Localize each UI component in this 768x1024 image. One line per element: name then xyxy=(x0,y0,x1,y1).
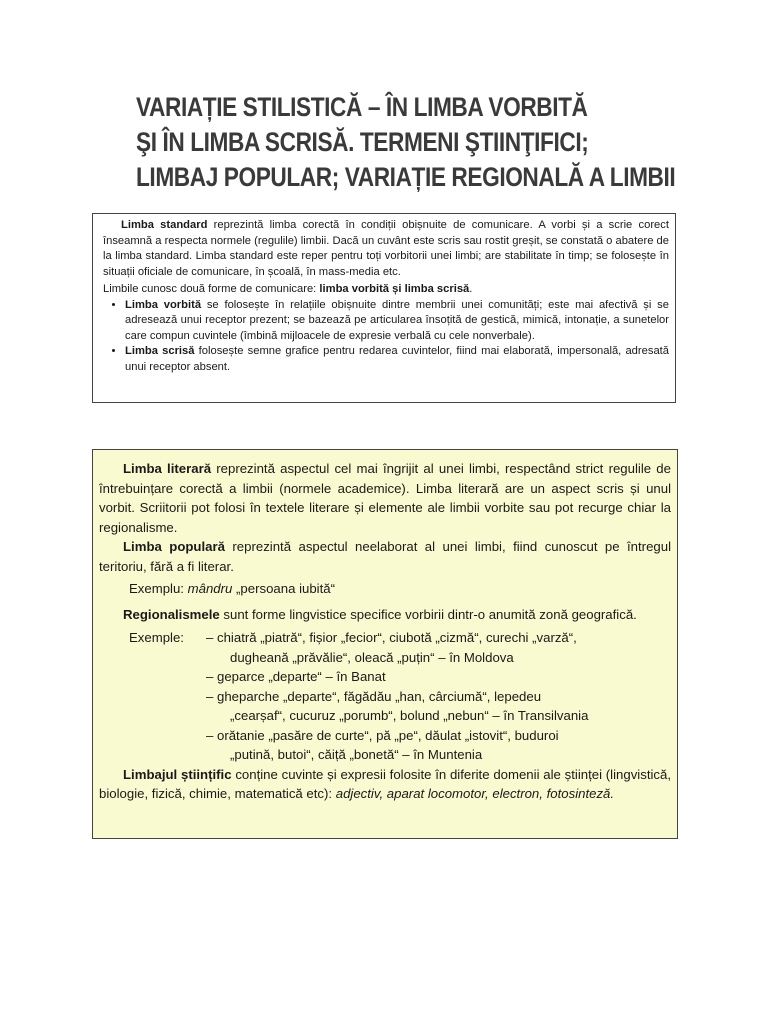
title-line-1: VARIAȚIE STILISTICĂ – ÎN LIMBA VORBITĂ xyxy=(136,92,588,122)
literary-language-box xyxy=(92,449,678,839)
list-item-spoken xyxy=(125,298,669,345)
examples-label: Exemple: xyxy=(129,630,184,645)
term-limbaj-stiintific: Limbajul științific xyxy=(123,766,232,782)
literary-text: reprezintă aspectul cel mai îngrijit al unei limbi, respectând strict regulile de întrebuințare corectă a limbii (normele academice). Limba literară are un aspect scris și unul vorbit. Scriitorii pot folosi în textele literare și elemente ale limbii vorbite sau pot recurge chiar la regionalisme. xyxy=(99,461,671,535)
popular-example xyxy=(99,579,671,599)
example-moldova-1: – chiatră „piatră“, fișior „fecior“, ciubotă „cizmă“, curechi „varză“, xyxy=(206,630,577,645)
example-moldova-2: dugheană „prăvălie“, oleacă „puțin“ – în Moldova xyxy=(230,649,514,665)
standard-text: reprezintă limba corectă în condiții obișnuite de comunicare. A vorbi și a scrie corect înseamnă a respecta normele (regulile) limbii. Dacă un cuvânt este scris sau rostit greșit, se constată o abatere de la limba standard. Limba standard este reper pentru toți vorbitorii unei limbi; are stabilitate în timp; se folosește în situații oficiale de comunicare, în școală, în mass-media etc. xyxy=(103,219,669,278)
example-word: mândru xyxy=(187,581,233,596)
forms-paragraph xyxy=(103,282,669,298)
example-banat: – geparce „departe“ – în Banat xyxy=(206,669,386,684)
popular-paragraph xyxy=(99,537,671,576)
term-limba-scrisa: Limba scrisă xyxy=(125,345,195,357)
example-muntenia-1: – orătanie „pasăre de curte“, pă „pe“, dăulat „istovit“, buduroi xyxy=(206,727,559,743)
popular-text: reprezintă aspectul neelaborat al unei limbi, fiind cunoscut pe întregul teritoriu, fără a fi literar. xyxy=(99,539,672,574)
example-muntenia-2: „putină, butoi“, căiță „bonetă“ – în Muntenia xyxy=(230,747,483,762)
example-transilvania-2: „cearșaf“, cucuruz „porumb“, bolund „nebun“ – în Transilvania xyxy=(230,708,589,723)
scientific-paragraph xyxy=(99,765,671,804)
literary-paragraph xyxy=(99,459,671,537)
forms-text: Limbile cunosc două forme de comunicare: xyxy=(103,283,320,295)
term-limba-populara: Limba populară xyxy=(123,539,225,554)
standard-language-box xyxy=(92,213,676,403)
term-regionalisme: Regionalismele xyxy=(123,606,220,622)
title-line-2: ŞI ÎN LIMBA SCRISĂ. TERMENI ŞTIINŢIFICI; xyxy=(136,127,589,157)
page-title xyxy=(136,90,676,195)
term-limba-vorbita: Limba vorbită xyxy=(125,298,202,311)
forms-bold: limba vorbită și limba scrisă xyxy=(319,283,470,295)
regional-examples xyxy=(99,628,671,765)
spoken-text: se folosește în relațiile obișnuite dintre membrii unei comunități; este mai afectivă și se adresează unui receptor prezent; se bazează pe articularea însoțită de gestică, mimică, intonație, a sunetelor care compun cuvintele (îmbină mijloacele de expresie verbală cu cele nonverbale). xyxy=(125,298,669,342)
written-text: folosește semne grafice pentru redarea cuvintelor, fiind mai elaborată, impersonală, adresată unui receptor absent. xyxy=(125,345,669,373)
scientific-examples: adjectiv, aparat locomotor, electron, fotosinteză. xyxy=(335,786,615,801)
term-limba-literara: Limba literară xyxy=(123,461,212,476)
example-label: Exemplu: xyxy=(129,581,188,596)
example-transilvania-1: – gheparche „departe“, făgădău „han, cârciumă“, lepedeu xyxy=(206,688,542,704)
list-item-written xyxy=(125,344,669,375)
regional-text: sunt forme lingvistice specifice vorbirii dintr-o anumită zonă geografică. xyxy=(219,606,637,622)
forms-list xyxy=(103,298,669,376)
term-limba-standard: Limba standard xyxy=(121,219,208,231)
forms-end: . xyxy=(469,283,473,295)
examples-lines xyxy=(206,628,671,765)
regional-paragraph xyxy=(99,605,671,625)
title-line-3: LIMBAJ POPULAR; VARIAȚIE REGIONALĂ A LIMBII xyxy=(136,162,676,192)
scientific-text: conține cuvinte și expresii folosite în diferite domenii ale științei (lingvistică, biologie, fizică, chimie, matematică etc): xyxy=(99,766,672,801)
standard-paragraph xyxy=(103,218,669,280)
example-gloss: „persoana iubită“ xyxy=(232,581,335,596)
